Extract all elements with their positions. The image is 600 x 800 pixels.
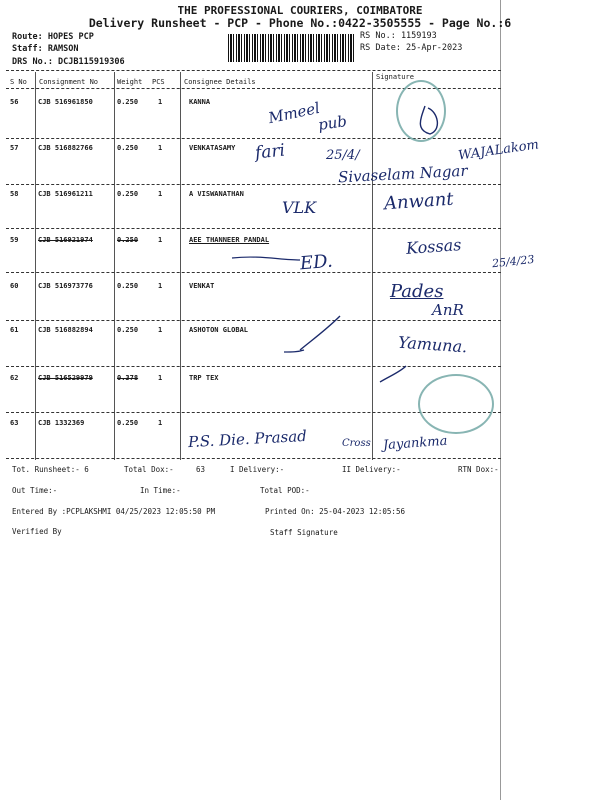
row-weight: 0.250 <box>117 419 139 427</box>
rtn-dox: RTN Dox:- <box>458 465 499 474</box>
row-pcs: 1 <box>158 419 163 427</box>
col-divider <box>114 72 115 460</box>
route-label: Route: HOPES PCP <box>12 32 94 42</box>
row-consignment: CJB 1332369 <box>38 419 85 427</box>
in-time: In Time:- <box>140 486 181 495</box>
row-pcs: 1 <box>158 326 163 334</box>
col-header-sno: S No <box>10 78 27 86</box>
row-sno: 61 <box>10 326 19 334</box>
row-pcs: 1 <box>158 98 163 106</box>
row-sno: 58 <box>10 190 19 198</box>
row-consignment: CJB 516973776 <box>38 282 93 290</box>
handwritten-note: Cross <box>342 438 371 449</box>
rs-date: RS Date: 25-Apr-2023 <box>360 43 463 53</box>
row-pcs: 1 <box>158 374 163 382</box>
row-consignee: A VISWANATHAN <box>189 190 244 198</box>
row-sno: 59 <box>10 236 19 244</box>
row-sno: 57 <box>10 144 19 152</box>
pen-strokes <box>180 90 500 460</box>
row-weight: 0.250 <box>117 190 139 198</box>
drs-number: DRS No.: DCJB115919306 <box>12 57 125 67</box>
handwritten-signature: Kossas <box>405 235 462 258</box>
total-runsheet: Tot. Runsheet:- 6 <box>12 465 89 474</box>
staff-signature-label: Staff Signature <box>270 528 338 537</box>
page-margin-line <box>500 0 501 800</box>
col-header-consignment: Consignment No <box>39 78 99 86</box>
company-title: THE PROFESSIONAL COURIERS, COIMBATORE <box>177 4 423 17</box>
handwritten-signature: fari <box>254 140 286 164</box>
handwritten-signature: VLK <box>282 198 317 217</box>
table-top-rule <box>6 70 501 71</box>
col-header-consignee: Consignee Details <box>184 78 256 86</box>
row-weight: 0.250 <box>117 144 139 152</box>
verified-by: Verified By <box>12 527 62 536</box>
handwritten-signature: P.S. Die. Prasad <box>187 426 308 452</box>
row-consignee: ASHOTON GLOBAL <box>189 326 249 334</box>
col-header-signature: Signature <box>376 73 414 81</box>
row-consignment: CJB 516882766 <box>38 144 93 152</box>
col-header-pcs: PCS <box>152 78 165 86</box>
row-weight: 0.378 <box>117 374 139 382</box>
row-consignment: CJB 516961850 <box>38 98 93 106</box>
row-consignee: KANNA <box>189 98 211 106</box>
row-pcs: 1 <box>158 190 163 198</box>
col-header-weight: Weight <box>117 78 143 86</box>
row-consignment: CJB 516529979 <box>38 374 93 382</box>
handwritten-date: 25/4/23 <box>491 252 535 271</box>
handwritten-signature: ED. <box>299 250 334 275</box>
total-dox-label: Total Dox:- <box>124 465 174 474</box>
rs-number: RS No.: 1159193 <box>360 31 437 41</box>
handwritten-address: WAJALakom <box>457 137 540 164</box>
entered-by: Entered By :PCPLAKSHMI 04/25/2023 12:05:50 PM <box>12 507 216 516</box>
handwritten-note: pub <box>316 112 348 134</box>
printed-on: Printed On: 25-04-2023 12:05:56 <box>265 507 405 516</box>
ii-delivery: II Delivery:- <box>342 465 401 474</box>
handwritten-note: Mmeel <box>266 98 322 128</box>
row-consignment: CJB 516882894 <box>38 326 93 334</box>
total-pod: Total POD:- <box>260 486 310 495</box>
handwritten-signature: AnR <box>432 301 464 319</box>
row-consignment: CJB 516961211 <box>38 190 93 198</box>
row-consignment: CJB 516921974 <box>38 236 93 244</box>
handwritten-signature: Anwant <box>383 188 455 215</box>
handwritten-signature: Yamuna. <box>397 332 468 357</box>
row-sno: 60 <box>10 282 19 290</box>
row-sno: 56 <box>10 98 19 106</box>
handwritten-note: 25/4/ <box>326 148 360 163</box>
row-consignee: AEE THANNEER PANDAL <box>189 236 270 244</box>
i-delivery: I Delivery:- <box>230 465 285 474</box>
row-pcs: 1 <box>158 282 163 290</box>
row-consignee: VENKAT <box>189 282 215 290</box>
row-sno: 62 <box>10 374 19 382</box>
col-divider <box>35 72 36 460</box>
handwritten-address: Sivaselam Nagar <box>337 161 468 187</box>
row-consignee: VENKATASAMY <box>189 144 236 152</box>
runsheet-subtitle: Delivery Runsheet - PCP - Phone No.:0422-3505555 - Page No.:6 <box>88 16 512 30</box>
row-weight: 0.250 <box>117 282 139 290</box>
row-weight: 0.250 <box>117 236 139 244</box>
row-sno: 63 <box>10 419 19 427</box>
row-pcs: 1 <box>158 144 163 152</box>
row-consignee: TRP TEX <box>189 374 219 382</box>
handwritten-signature: Jayankma <box>382 433 448 454</box>
barcode <box>228 34 356 62</box>
row-pcs: 1 <box>158 236 163 244</box>
handwritten-signature: Pades <box>390 281 444 302</box>
row-weight: 0.250 <box>117 326 139 334</box>
out-time: Out Time:- <box>12 486 58 495</box>
row-weight: 0.250 <box>117 98 139 106</box>
total-dox-count: 63 <box>196 465 206 474</box>
staff-label: Staff: RAMSON <box>12 44 79 54</box>
